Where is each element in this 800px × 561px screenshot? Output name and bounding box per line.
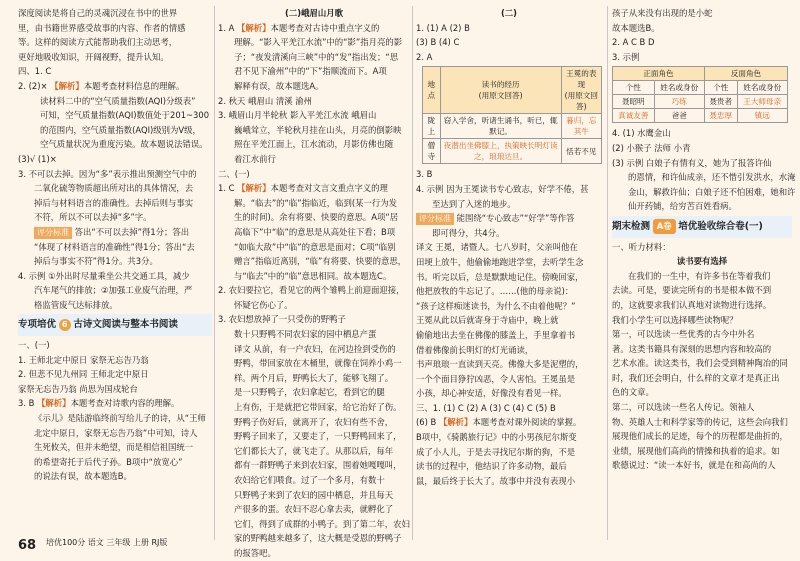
text-line: 照在平羌江面上，江水流动，月影仿佛也随 [234,139,394,150]
score-line [416,211,602,226]
table-header: 反面角色 [704,67,787,81]
text-line: 是一只野鸭子，农妇拿起它，看到它的腿 [234,387,385,398]
column-4 [612,6,796,473]
text-line: 野鸭子回来了，又要走了，一只野鸭回来了， [234,431,402,442]
analysis-tag: 【解析】 [438,417,473,428]
text-line: 借着佛像前长明灯的灯光诵读， [416,344,534,355]
text-line: 它们，得到了成群的小鸭子。到了第二年，农妇 [234,518,410,529]
text-line: 第一，可以选读一些优秀的古今中外名 [612,329,755,340]
answer-line [416,415,602,430]
text-line: 2. A [416,51,433,62]
table-cell: 巧练 [654,95,704,109]
text-line: 空气质量状况为重度污染。故本题说法错误。 [40,139,208,150]
text-line: 只野鸭子来到了农妇的园中栖息，并且每天 [234,489,394,500]
table-cell: 聂贵者 [704,95,737,109]
table-cell: 夜潜出坐佛膝上，执策映长明灯读之，琅琅达旦。 [440,139,561,164]
text-line: 巍峨耸立，半轮秋月挂在山头，月亮的倒影映 [234,124,402,135]
text-line: 艺术水准。读这类书，我们会受到精神陶冶的同 [612,358,788,369]
text-line: 二氧化硫等物质超出所对出的具体情况，去 [34,183,194,194]
text-line: 4. 示例 ①外出时尽量乘坐公共交通工具，减少 [18,270,190,281]
text-line: 三、1. (1) C (2) A (3) C (4) C (5) B [416,402,556,413]
text-line: 业绩，展现他们高尚的情操和执着的追求。如 [612,445,780,456]
text-line: 着江水前行 [234,153,276,164]
text-line: 产很多的蛋。农妇不忍心拿去卖，就孵化了 [234,504,394,515]
text-line: 译文 王冕，诸暨人。七八岁时，父亲叫他在 [416,242,578,253]
text-line: 3. 不可以去掉。因为“多”表示推出预测空气中的 [18,168,197,179]
text-line: 的范围内，空气质量指数(AQI)级别为Ⅴ级， [40,124,201,135]
reading-table [422,66,602,164]
column-divider [607,6,608,540]
table-cell: 聂忠厚 [704,109,737,123]
score-line [18,225,212,240]
analysis-text: 本题考查材料信息的理解。 [83,80,185,91]
text-line: 王冕从此以后就寄身于寺庙中，晚上就 [416,315,559,326]
text-line: 深度阅读是将自己的灵魂沉浸在书中的世界 [18,8,178,18]
section-badge: 6 [59,319,71,331]
text-line: 君不见下渝州”中的“下”指顺流而下。A项 [234,66,387,77]
text-line: “孩子这样痴迷读书，为什么不由着他呢？” [416,300,576,311]
text-line: 四、1. C [18,66,52,77]
passage-title: 读书要有选择 [676,256,728,267]
text-line: 4. (1) 水鹰金山 [612,128,671,139]
table-header: 地点 [423,67,441,114]
text-line: 汽车尾气的排放；②加强工业废气治理，严 [34,285,193,296]
text-line: 家的野鸭越来越多了，这大概是受恩的野鸭子 [234,533,402,544]
text-line: B项中，《骑鹅旅行记》中的小男孩尼尔斯变 [416,432,577,443]
analysis-text: 本题考查对诗歌内容的理解。 [70,398,180,409]
text-line: 怀疑它伤心了。 [234,299,293,310]
table-cell: 恬若不见 [561,139,601,164]
text-line: 它们都长大了，就飞走了。从那以后，每年 [234,445,394,456]
text-line: 生的时间)。余有将要、快要的意思。A项“居 [234,212,399,223]
text-line: “如临大敌”中“临”的意思是面对；C项“临别 [234,241,396,252]
text-line: 样。两个月后，野鸭长大了，能够飞翔了。 [234,372,394,383]
section-header [612,216,792,238]
text-line: 第二，可以选读一些名人传记。领袖人 [612,402,755,413]
answer-num: 1. C [218,183,238,194]
answer-num: 1. A [218,22,238,33]
text-line: 掉后与材料语言的准确性。去掉后则与事实 [34,197,194,208]
text-line: 书声琅琅一直读到天亮。佛像大多是泥塑的， [416,359,584,370]
table-header: 个性 [704,81,737,95]
poem-heading: (二)峨眉山月歌 [285,8,343,18]
page-footer: 培优100分 语文 三年级 上册 RJ版 [46,538,168,548]
text-line: 野鸭，带回家放在木桶里，就像在饲养小鸡一 [234,358,402,369]
text-line: 2. 但悲不见九州同 王师北定中原日 [18,369,149,380]
text-line: 掉后与事实不符”得1分。共3分。 [34,256,158,267]
text-line: 《示儿》是陆游临终前写给儿子的诗，从“王师 [34,413,206,424]
text-line: 物、英雄人士和科学家等的传记，这些会向我们 [612,416,788,427]
table-cell: 真诚友善 [613,109,655,123]
text-line: 田埂上放牛，他偷偷地跑进学堂，去听学生念 [416,256,584,267]
text-line: 3. B [416,169,433,180]
text-line: 上有伤，于是就把它带回家，给它治好了伤。 [234,402,402,413]
analysis-tag: 【解析】 [237,22,271,33]
text-line: 小孩，却心神安适，好像没有看见一样。 [416,388,567,399]
score-tag: 评分标准 [416,213,454,225]
text-line: 的恩情，和许仙成亲，还不惜引发洪水，水淹 [628,172,796,183]
text-line: 4. 示例 因为王冕读书专心致志，好学不倦，甚 [416,183,589,194]
text-line: 生死攸关，但并未绝望，而是相信祖国统一 [34,442,194,453]
text-line: 3. 示例 [612,51,640,62]
table-cell: 僧寺 [423,139,441,164]
text-line: 至达到了入迷的地步。 [432,198,516,209]
text-line: 他把放牧的牛忘记了。……(他的母亲说)： [416,286,574,297]
analysis-tag: 【解析】 [50,80,84,91]
analysis-text: 本题考查对古诗中重点字义的 [270,22,380,33]
text-line: 数十只野鸭不同农妇家的园中栖息产蛋 [234,329,377,340]
text-line: 1. (1) A (2) B [416,22,470,33]
text-line: 展现他们成长的足迹，每个的历程都是曲折的， [612,431,788,442]
part-heading: (二) [500,8,518,18]
text-line: 3. 农妇想放掉了一只受伤的野鸭子 [218,314,346,325]
table-cell: 镇远 [737,109,787,123]
text-line: 家祭无忘告乃翁 尚思为国戍轮台 [18,383,138,394]
text-line: (3) B (4) C [416,37,460,48]
text-line: (3)√ (1)× [18,153,57,164]
answer-num: 3. B [18,398,38,409]
text-line: 的报答吧。 [234,547,276,558]
analysis-text: 本题考查对文言文重点字义的理 [270,183,388,194]
text-line: 即可得分，共4分。 [432,227,505,238]
page-number: 68 [18,538,37,554]
text-line: “体现了材料语言的准确性”得1分；答出“去 [34,241,195,252]
text-line: 歌德说过：“读一本好书，就是在和高尚的人 [612,460,776,471]
section-title: 专项培优 [18,319,57,331]
text-line: 更好地吸收知识，开阔视野，提升认知。 [18,51,169,62]
answer-num: 2. (2)× [18,80,51,91]
character-table [612,66,788,123]
score-text: 答出“不可以去掉”得1分；答出 [72,226,190,237]
text-line: 理解。“影入平羌江水流”中的“影”指月亮的影 [234,37,403,48]
analysis-text: 本题考查对课外阅读的掌握。 [472,417,582,428]
text-line: 子；“夜发清溪向三峡”中的“发”指出发；“思 [234,51,399,62]
text-line: 读材料二中的“空气质量指数(AQI)分级表” [40,95,196,106]
part-heading: 一、(一) [18,340,50,351]
column-3 [416,6,602,488]
text-line: 的说法有误，故本题选B。 [34,471,132,482]
text-line: 1. 王师北定中原日 家祭无忘告乃翁 [18,354,149,365]
text-line: 故本题选B。 [612,22,660,33]
text-line: 我们小学生可以选择哪些读物呢？ [612,314,738,325]
column-2 [218,6,410,561]
text-line: 可知，空气质量指数(AQI)数值处于201~300 [40,110,210,121]
text-line: 与“临去”中的“临”意思相同。故本题选C。 [234,270,392,281]
text-line: 书。听完以后，总是默默地记住。傍晚回家， [416,271,584,282]
answer-num: (6) B [416,417,439,428]
text-line: 孩子从来没有出现的是小蛇 [612,8,713,18]
text-line: 读书的过程中，他结识了许多动物，最后 [416,461,567,472]
table-cell: 暮归，忘其牛 [561,114,601,139]
text-line: 2. A C B D [612,37,655,48]
text-line: 解。“临去”的“临”指临近，临到(某一行为发 [234,197,397,208]
table-header: 正面角色 [613,67,705,81]
text-line: 3. 峨眉山月半轮秋 影入平羌江水流 峨眉山 [218,110,377,121]
text-line: 里，由书籍世界感受故事的内容、作者的情感 [18,22,186,33]
text-line: 在我们的一生中，有许多书在等着我们 [628,270,771,281]
text-line: (3) 示例 白娘子有情有义，她为了报答许仙 [612,157,772,168]
section-title: 期末检测 [612,220,651,232]
answer-line [18,79,212,94]
text-line: 一个个面目狰狞凶恶，令人害怕。王冕虽是 [416,373,576,384]
text-line: 金山，解救许仙；白娘子还不怕困难，她和许 [628,186,796,197]
score-text: 能围绕“专心致志”“好学”等作答 [454,213,575,224]
text-line: 译文 从前，有一户农妇，在河边捡到受伤的 [234,343,396,354]
text-line: 色的文章。 [612,387,654,398]
analysis-tag: 【解析】 [37,398,71,409]
text-line: 北定中原日，家祭无忘告乃翁”中可知，诗人 [34,427,198,438]
table-header: 王冕的表现 (用原文回答) [561,67,601,114]
text-line: 高临下”中“临”的意思是从高处往下看；B项 [234,226,396,237]
text-line: 时，我们还会明白，什么样的文章才是真正出 [612,372,780,383]
answer-line [18,396,212,411]
text-line: 等。这样的阅读方式能帮助我们主动思考， [18,37,178,48]
analysis-tag: 【解析】 [237,183,271,194]
text-line: 野鸭子伤好后，就离开了，农妇有些不舍， [234,416,394,427]
text-line: 的希望寄托于后代子孙。B项中“放宽心” [34,456,183,467]
section-badge: A卷 [653,219,676,234]
column-divider [214,6,215,540]
part-heading: 一、听力材料： [612,241,671,252]
text-line: 仙开药铺，给穷苦百姓看病。 [628,201,737,212]
section-subtitle: 培优验收综合卷(一) [678,220,763,232]
table-cell: 窃入学舍，听诸生诵书，听已，辄默记。 [440,114,561,139]
text-line: 2. 农妇要拉它，看见它的两个雏鸭上前迎面迎接， [218,285,405,296]
table-cell: 爸爸 [654,109,704,123]
text-line: 2. 秋天 峨眉山 清溪 渝州 [218,95,313,106]
text-line: 的，这就要求我们认真地对读物进行选择。 [612,299,772,310]
text-line: 去读。可是，要读完所有的书是根本做不到 [612,285,772,296]
text-line: 成了小人儿，于是去寻找尼尔斯的狗，不是 [416,446,576,457]
table-header: 读书的经历 (用原文回答) [440,67,561,114]
text-line: (2) 小猴子 法师 小青 [612,142,691,153]
section-subtitle: 古诗文阅读与整本书阅读 [73,319,178,331]
answer-line [218,181,410,196]
text-line: 偷偷地出去坐在佛像的膝盖上，手里拿着书 [416,329,576,340]
text-line: 赠言”指临近离别，“临”有将要、快要的意思， [234,256,407,267]
text-line: 鼠，最后终于长大了。故事中并没有表现小 [416,475,576,486]
column-divider [412,6,413,540]
text-line: 著。这类书籍具有深刻的思想内容和较高的 [612,343,772,354]
text-line: 解释有误，故本题选A。 [234,80,324,91]
answer-line [218,21,410,36]
table-header: 姓名或身份 [737,81,787,95]
table-cell: 陇上 [423,114,441,139]
table-header: 姓名或身份 [654,81,704,95]
text-line: 不符，所以不可以去掉“多”字。 [34,212,152,223]
part-heading: 二、(一) [218,168,250,179]
column-1 [18,6,212,484]
table-header: 个性 [613,81,655,95]
section-header [18,314,212,336]
text-line: 农妇给它们喂食。过了一个多月，有数十 [234,475,385,485]
text-line: 都有一群野鸭子来到农妇家，围着她嘎嘎叫， [234,460,402,471]
table-cell: 聂昭明 [613,95,655,109]
table-cell: 王大师母亲 [737,95,787,109]
score-tag: 评分标准 [34,227,72,239]
text-line: 格监管废气达标排放。 [34,299,118,310]
